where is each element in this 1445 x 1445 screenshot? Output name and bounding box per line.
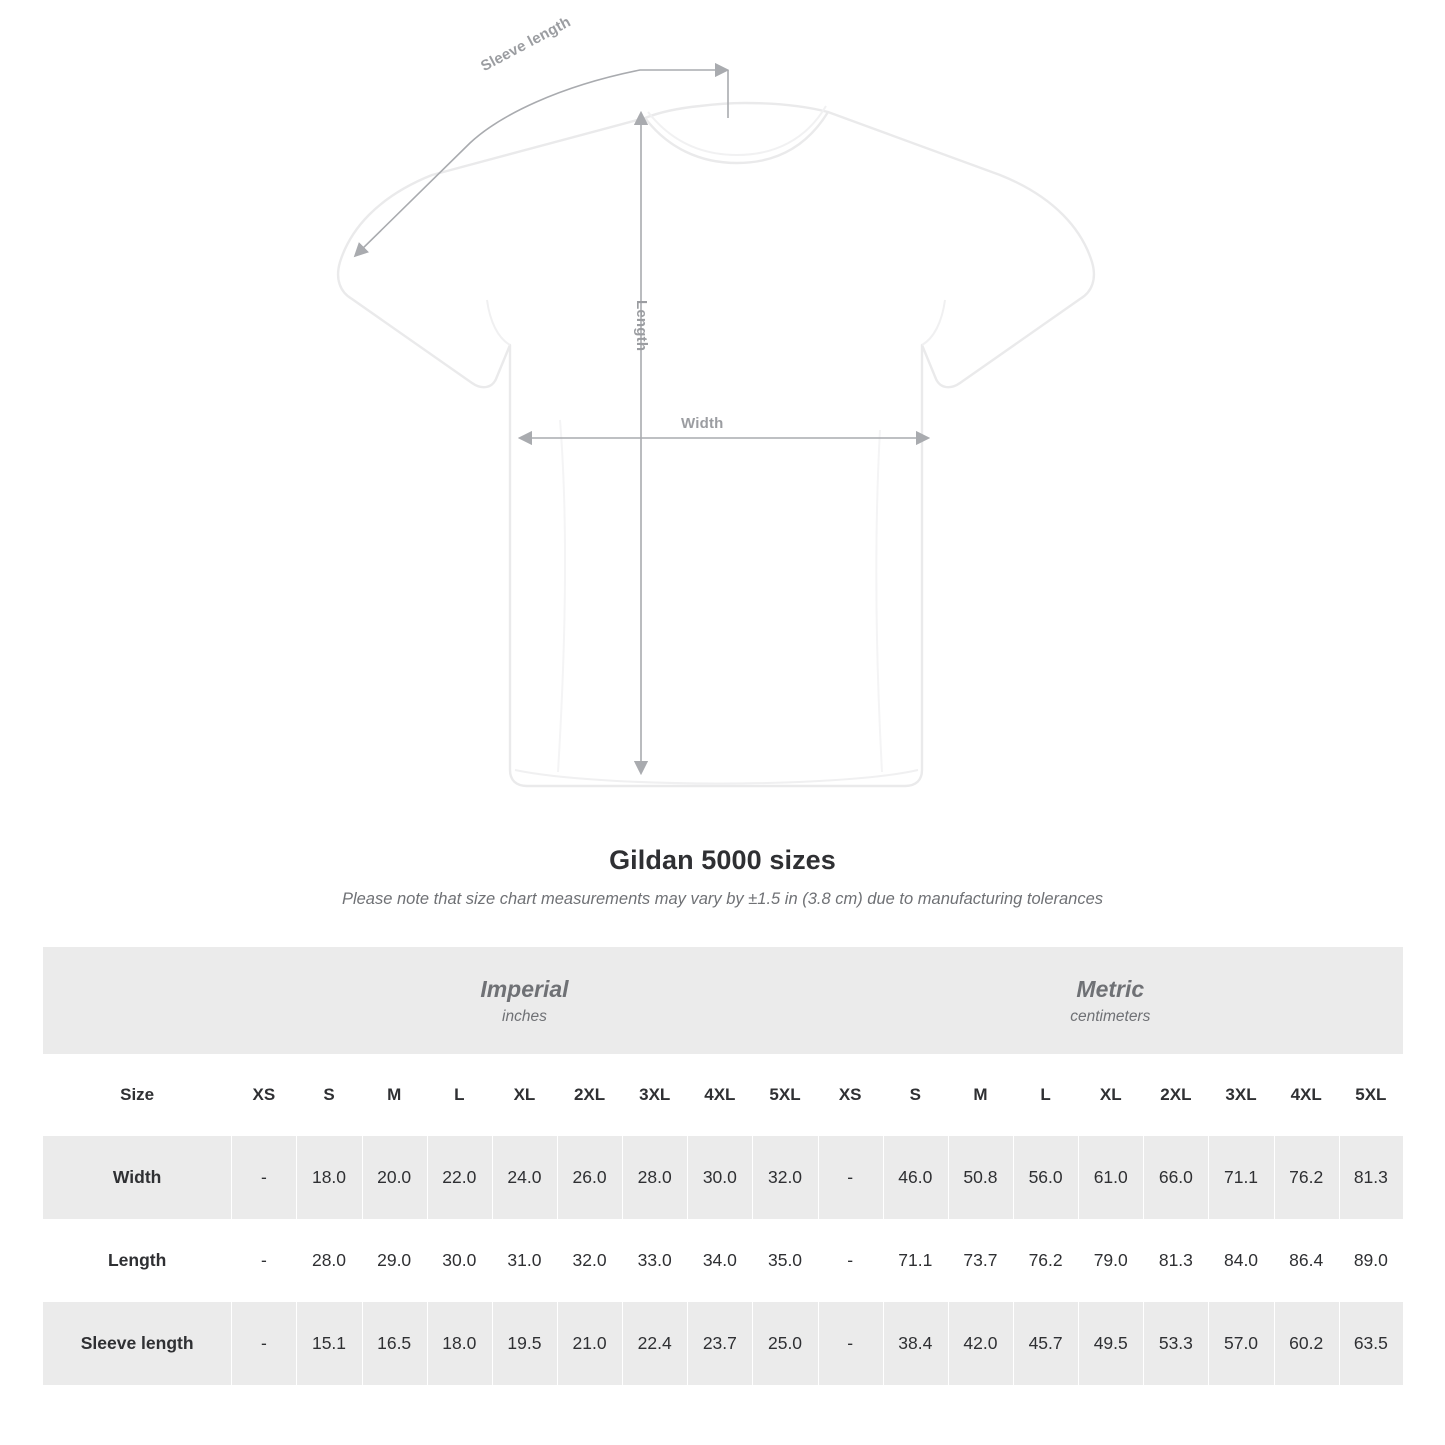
table-row-length [43,1219,1403,1302]
corner-cell [43,947,231,1054]
length-metric-4xl: 86.4 [1274,1219,1339,1302]
sleeve-metric-xs: - [818,1302,883,1385]
row-header-length: Length [43,1219,231,1302]
unit-name-metric: Metric [1076,976,1145,1003]
size-chart-table [43,947,1403,1385]
size-cell-metric-l: L [1013,1054,1078,1136]
length-imperial-2xl: 32.0 [557,1219,622,1302]
row-header-size: Size [43,1054,231,1136]
width-imperial-s: 18.0 [296,1136,361,1219]
size-cell-metric-5xl: 5XL [1339,1054,1403,1136]
tshirt-shape [338,103,1094,786]
size-cell-imperial-2xl: 2XL [557,1054,622,1136]
table-row-sleeve-length [43,1302,1403,1385]
size-chart-table-wrap [43,947,1403,1385]
length-metric-xl: 79.0 [1078,1219,1143,1302]
table-unit-header-row [43,947,1403,1054]
width-metric-xl: 61.0 [1078,1136,1143,1219]
length-imperial-s: 28.0 [296,1219,361,1302]
table-row-width [43,1136,1403,1219]
sleeve-metric-5xl: 63.5 [1339,1302,1403,1385]
size-cell-imperial-4xl: 4XL [687,1054,752,1136]
width-metric-l: 56.0 [1013,1136,1078,1219]
size-cell-metric-s: S [883,1054,948,1136]
table-size-row [43,1054,1403,1136]
size-cell-metric-m: M [948,1054,1013,1136]
unit-name-imperial: Imperial [480,976,569,1003]
size-cell-metric-xl: XL [1078,1054,1143,1136]
width-imperial-xl: 24.0 [492,1136,557,1219]
sleeve-imperial-2xl: 21.0 [557,1302,622,1385]
width-metric-s: 46.0 [883,1136,948,1219]
unit-sub-metric: centimeters [1070,1007,1151,1025]
size-cell-imperial-m: M [362,1054,427,1136]
size-cell-imperial-5xl: 5XL [752,1054,817,1136]
length-imperial-5xl: 35.0 [752,1219,817,1302]
width-label: Width [681,415,724,432]
length-metric-xs: - [818,1219,883,1302]
row-header-sleeve-length: Sleeve length [43,1302,231,1385]
sleeve-imperial-4xl: 23.7 [687,1302,752,1385]
size-cell-metric-xs: XS [818,1054,883,1136]
sleeve-imperial-xl: 19.5 [492,1302,557,1385]
length-metric-m: 73.7 [948,1219,1013,1302]
sleeve-length-label: Sleeve length [478,13,574,76]
sleeve-metric-xl: 49.5 [1078,1302,1143,1385]
length-imperial-l: 30.0 [427,1219,492,1302]
page-title: Gildan 5000 sizes [609,845,836,875]
width-imperial-3xl: 28.0 [622,1136,687,1219]
sleeve-metric-m: 42.0 [948,1302,1013,1385]
width-metric-2xl: 66.0 [1143,1136,1208,1219]
length-metric-3xl: 84.0 [1208,1219,1273,1302]
sleeve-metric-3xl: 57.0 [1208,1302,1273,1385]
size-cell-imperial-xs: XS [231,1054,296,1136]
size-cell-imperial-s: S [296,1054,361,1136]
title-block [0,845,1445,909]
width-metric-m: 50.8 [948,1136,1013,1219]
size-cell-metric-3xl: 3XL [1208,1054,1273,1136]
length-imperial-4xl: 34.0 [687,1219,752,1302]
unit-header-imperial [231,947,817,1054]
length-metric-l: 76.2 [1013,1219,1078,1302]
length-metric-2xl: 81.3 [1143,1219,1208,1302]
length-metric-s: 71.1 [883,1219,948,1302]
length-label: Length [633,300,650,352]
size-cell-imperial-l: L [427,1054,492,1136]
sleeve-metric-2xl: 53.3 [1143,1302,1208,1385]
width-metric-5xl: 81.3 [1339,1136,1403,1219]
sleeve-metric-s: 38.4 [883,1302,948,1385]
width-metric-4xl: 76.2 [1274,1136,1339,1219]
size-cell-metric-2xl: 2XL [1143,1054,1208,1136]
width-imperial-4xl: 30.0 [687,1136,752,1219]
unit-header-metric [818,947,1403,1054]
sleeve-imperial-xs: - [231,1302,296,1385]
size-cell-imperial-3xl: 3XL [622,1054,687,1136]
sleeve-imperial-l: 18.0 [427,1302,492,1385]
sleeve-imperial-m: 16.5 [362,1302,427,1385]
size-cell-metric-4xl: 4XL [1274,1054,1339,1136]
width-imperial-xs: - [231,1136,296,1219]
width-imperial-m: 20.0 [362,1136,427,1219]
length-imperial-xl: 31.0 [492,1219,557,1302]
unit-sub-imperial: inches [502,1007,547,1025]
sleeve-imperial-5xl: 25.0 [752,1302,817,1385]
sleeve-metric-4xl: 60.2 [1274,1302,1339,1385]
width-metric-xs: - [818,1136,883,1219]
sleeve-metric-l: 45.7 [1013,1302,1078,1385]
length-imperial-3xl: 33.0 [622,1219,687,1302]
row-header-width: Width [43,1136,231,1219]
length-metric-5xl: 89.0 [1339,1219,1403,1302]
width-imperial-5xl: 32.0 [752,1136,817,1219]
width-imperial-2xl: 26.0 [557,1136,622,1219]
size-cell-imperial-xl: XL [492,1054,557,1136]
width-imperial-l: 22.0 [427,1136,492,1219]
width-metric-3xl: 71.1 [1208,1136,1273,1219]
sleeve-imperial-s: 15.1 [296,1302,361,1385]
length-imperial-xs: - [231,1219,296,1302]
tolerance-note: Please note that size chart measurements may vary by ±1.5 in (3.8 cm) due to manufacturing tolerances [341,890,1104,908]
length-imperial-m: 29.0 [362,1219,427,1302]
sleeve-imperial-3xl: 22.4 [622,1302,687,1385]
